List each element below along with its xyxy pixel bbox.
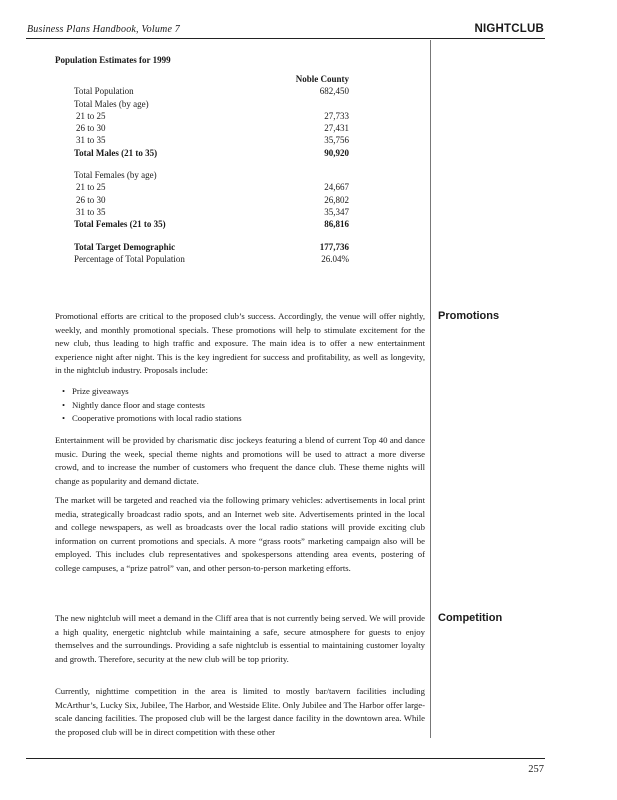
competition-intro-paragraph — [55, 612, 425, 666]
list-item-text: Cooperative promotions with local radio stations — [72, 413, 242, 424]
row-label: 31 to 35 — [76, 206, 106, 217]
row-value: 177,736 — [319, 241, 349, 252]
page-number: 257 — [528, 764, 544, 775]
row-value: 26,802 — [324, 194, 349, 205]
table-row — [74, 253, 349, 265]
table-row — [74, 181, 349, 193]
running-header-section: NIGHTCLUB — [474, 23, 544, 35]
paragraph: Currently, nighttime competition in the area is limited to mostly bar/tavern facilities including McArthur’s, Lucky Six, Jubilee, The Harbor, and Westside Elite. Only Jubilee and The Harbor offer large-scale dancing facilities. The proposed club will be the largest dance facility in the downtown area. While the proposed club will be in direct competition with these other — [55, 686, 425, 737]
promotions-bullet-list — [62, 385, 242, 426]
footer-rule — [26, 758, 545, 759]
table-row — [74, 122, 349, 134]
competition-heading: Competition — [438, 612, 503, 624]
row-label: Percentage of Total Population — [74, 253, 185, 264]
paragraph: The new nightclub will meet a demand in the Cliff area that is not currently being served. We will provide a high quality, energetic nightclub while maintaining a safe, secure atmosphere for guests to enjoy themselves and the surroundings. Providing a safe nightclub is essential to maintaining customer loyalty and growth. Therefore, security at the new club will be top priority. — [55, 613, 425, 664]
table-row-total — [74, 147, 349, 159]
row-value: 35,347 — [324, 206, 349, 217]
row-label: 26 to 30 — [76, 194, 106, 205]
table-row-total — [74, 218, 349, 230]
table-row — [74, 110, 349, 122]
paragraph: Entertainment will be provided by charismatic disc jockeys featuring a blend of current Top 40 and dance music. During the week, special theme nights and promotions will be used to attract a more diverse crowd, and to increase the number of customers who frequent the dance club. These theme nights will change as popularity and demand dictate. — [55, 435, 425, 486]
table-row — [74, 169, 349, 181]
row-label: Total Population — [74, 86, 134, 97]
row-value: 682,450 — [319, 86, 349, 97]
table-row — [74, 206, 349, 218]
running-header-title: Business Plans Handbook, Volume 7 — [27, 24, 180, 35]
row-value: 86,816 — [324, 219, 349, 230]
promotions-heading: Promotions — [438, 310, 500, 322]
paragraph: Promotional efforts are critical to the proposed club’s success. Accordingly, the venue will offer nightly, weekly, and monthly promotional specials. These promotions will help to stimulate excitement for the new club, thus leading to high traffic and exposure. The main idea is to offer a new entertainment experience night after night. This is the key ingredient for success and profitability, as well as longevity, in the nightclub industry. Proposals include: — [55, 311, 425, 376]
row-label: Total Males (21 to 35) — [74, 147, 158, 158]
promotions-marketing-paragraph — [55, 494, 425, 576]
row-label: 26 to 30 — [76, 123, 106, 134]
table-row — [74, 98, 349, 110]
table-row — [74, 85, 349, 97]
table-row-total — [74, 241, 349, 253]
row-label: 31 to 35 — [76, 135, 106, 146]
promotions-intro-paragraph — [55, 310, 425, 378]
header-rule — [26, 38, 545, 39]
population-table-title: Population Estimates for 1999 — [55, 55, 171, 65]
list-item — [62, 412, 242, 426]
margin-column-rule — [430, 40, 431, 738]
table-row — [74, 194, 349, 206]
row-value: 24,667 — [324, 182, 349, 193]
row-value: 35,756 — [324, 135, 349, 146]
row-value: 26.04% — [321, 253, 349, 264]
row-value: 90,920 — [324, 147, 349, 158]
promotions-entertainment-paragraph — [55, 434, 425, 488]
bullet-icon: • — [62, 413, 66, 424]
row-label: 21 to 25 — [76, 110, 106, 121]
competition-market-paragraph — [55, 685, 425, 739]
paragraph: The market will be targeted and reached via the following primary vehicles: advertisements in local print media, strategically broadcast radio spots, and an Internet web site. Advertisements printed in the local and college newspapers, as well as broadcasts over the local radio stations will provide exciting club information on current promotions and specials. A more “grass roots” marketing campaign also will be employed. This includes club representatives and spokespersons attending area events, postering of college campuses, a “prize patrol” van, and other person-to-person marketing efforts. — [55, 495, 425, 573]
table-row — [74, 134, 349, 146]
row-label: Total Males (by age) — [74, 98, 149, 109]
row-label: 21 to 25 — [76, 182, 106, 193]
list-item-text: Nightly dance floor and stage contests — [72, 399, 205, 410]
row-value: 27,733 — [324, 110, 349, 121]
bullet-icon: • — [62, 399, 66, 410]
list-item — [62, 385, 242, 399]
population-column-header: Noble County — [295, 74, 349, 84]
row-value: 27,431 — [324, 123, 349, 134]
list-item — [62, 399, 242, 413]
row-label: Total Females (21 to 35) — [74, 219, 166, 230]
list-item-text: Prize giveaways — [72, 386, 129, 396]
row-label: Total Target Demographic — [74, 241, 176, 252]
bullet-icon: • — [62, 386, 66, 396]
row-label: Total Females (by age) — [74, 170, 157, 181]
population-table — [74, 73, 349, 265]
